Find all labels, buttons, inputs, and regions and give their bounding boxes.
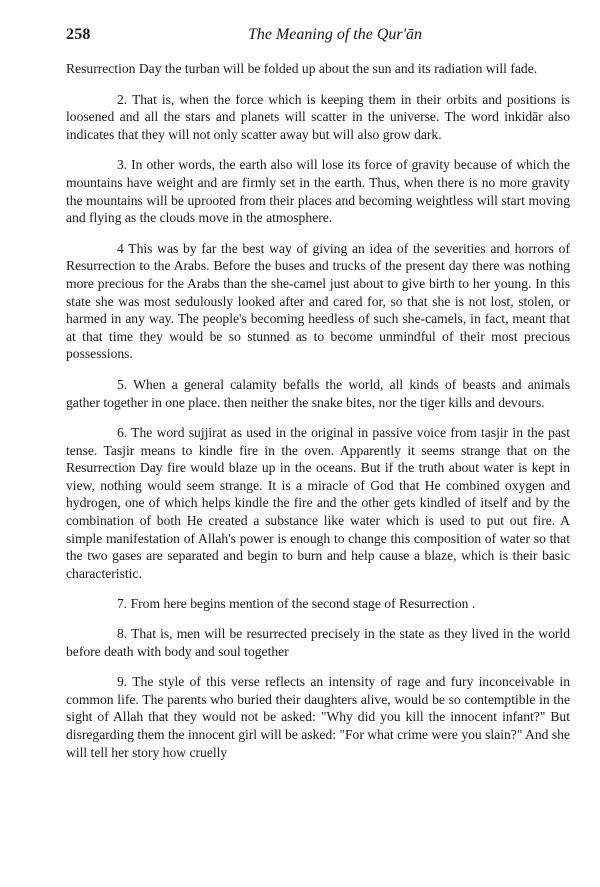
note-2: 2. That is, when the force which is keeping them in their orbits and positions is loosened and all the stars and planets will scatter in the universe. The word inkidār also indicates that they will not only scatter away but will also grow dark. [66,91,570,142]
page-body [66,60,570,774]
note-4: 4 This was by far the best way of giving an idea of the severities and horrors of Resurrection to the Arabs. Before the buses and trucks of the present day there was nothing more precious for the Arabs than the she-camel just about to give birth to her young. In this state she was most sedulously looked after and cared for, so that she is not lost, stolen, or harmed in any way. The people's becoming heedless of such she-camels, in fact, meant that at that time they would be so stunned as to become unmindful of their most precious possessions. [66,240,570,362]
running-title: The Meaning of the Qur'ān [247,26,423,43]
note-7: 7. From here begins mention of the second stage of Resurrection . [117,596,476,612]
page-number: 258 [66,26,91,43]
note-9: 9. The style of this verse reflects an intensity of rage and fury inconceivable in common life. The parents who buried their daughters alive, would be so contemptible in the sight of Allah that they would not be asked: "Why did you kill the innocent infant?" But disregarding them the innocent girl will be asked: "For what crime were you slain?" And she will tell her story how cruelly [66,674,570,760]
note-8: 8. That is, men will be resurrected precisely in the state as they lived in the world before death with body and soul together [66,626,570,659]
note-3: 3. In other words, the earth also will lose its force of gravity because of which the mountains have weight and are firmly set in the earth. Thus, when there is no more gravity the mountains will be uprooted from their places and becoming weightless will start moving and flying as the clouds move in the atmosphere. [66,157,570,226]
note-6: 6. The word sujjirat as used in the original in passive voice from tasjir in the past tense. Tasjir means to kindle fire in the oven. Apparently it seems strange that on the Resurrection Day fire would blaze up in the oceans. But if the truth about water is kept in view, nothing would seem strange. It is a miracle of God that He combined oxygen and hydrogen, one of which helps kindle the fire and the other gets kindled of itself and by the combination of both He created a substance like water which is used to put out fire. A simple manifestation of Allah's power is enough to change this composition of water so that the two gases are separated and begin to burn and help cause a blaze, which is their basic characteristic. [66,425,570,581]
note-5: 5. When a general calamity befalls the world, all kinds of beasts and animals gather together in one place. then neither the snake bites, nor the tiger kills and devours. [66,376,570,410]
page-header [66,26,570,50]
paragraph-continuation: Resurrection Day the turban will be folded up about the sun and its radiation will fade. [66,61,538,76]
